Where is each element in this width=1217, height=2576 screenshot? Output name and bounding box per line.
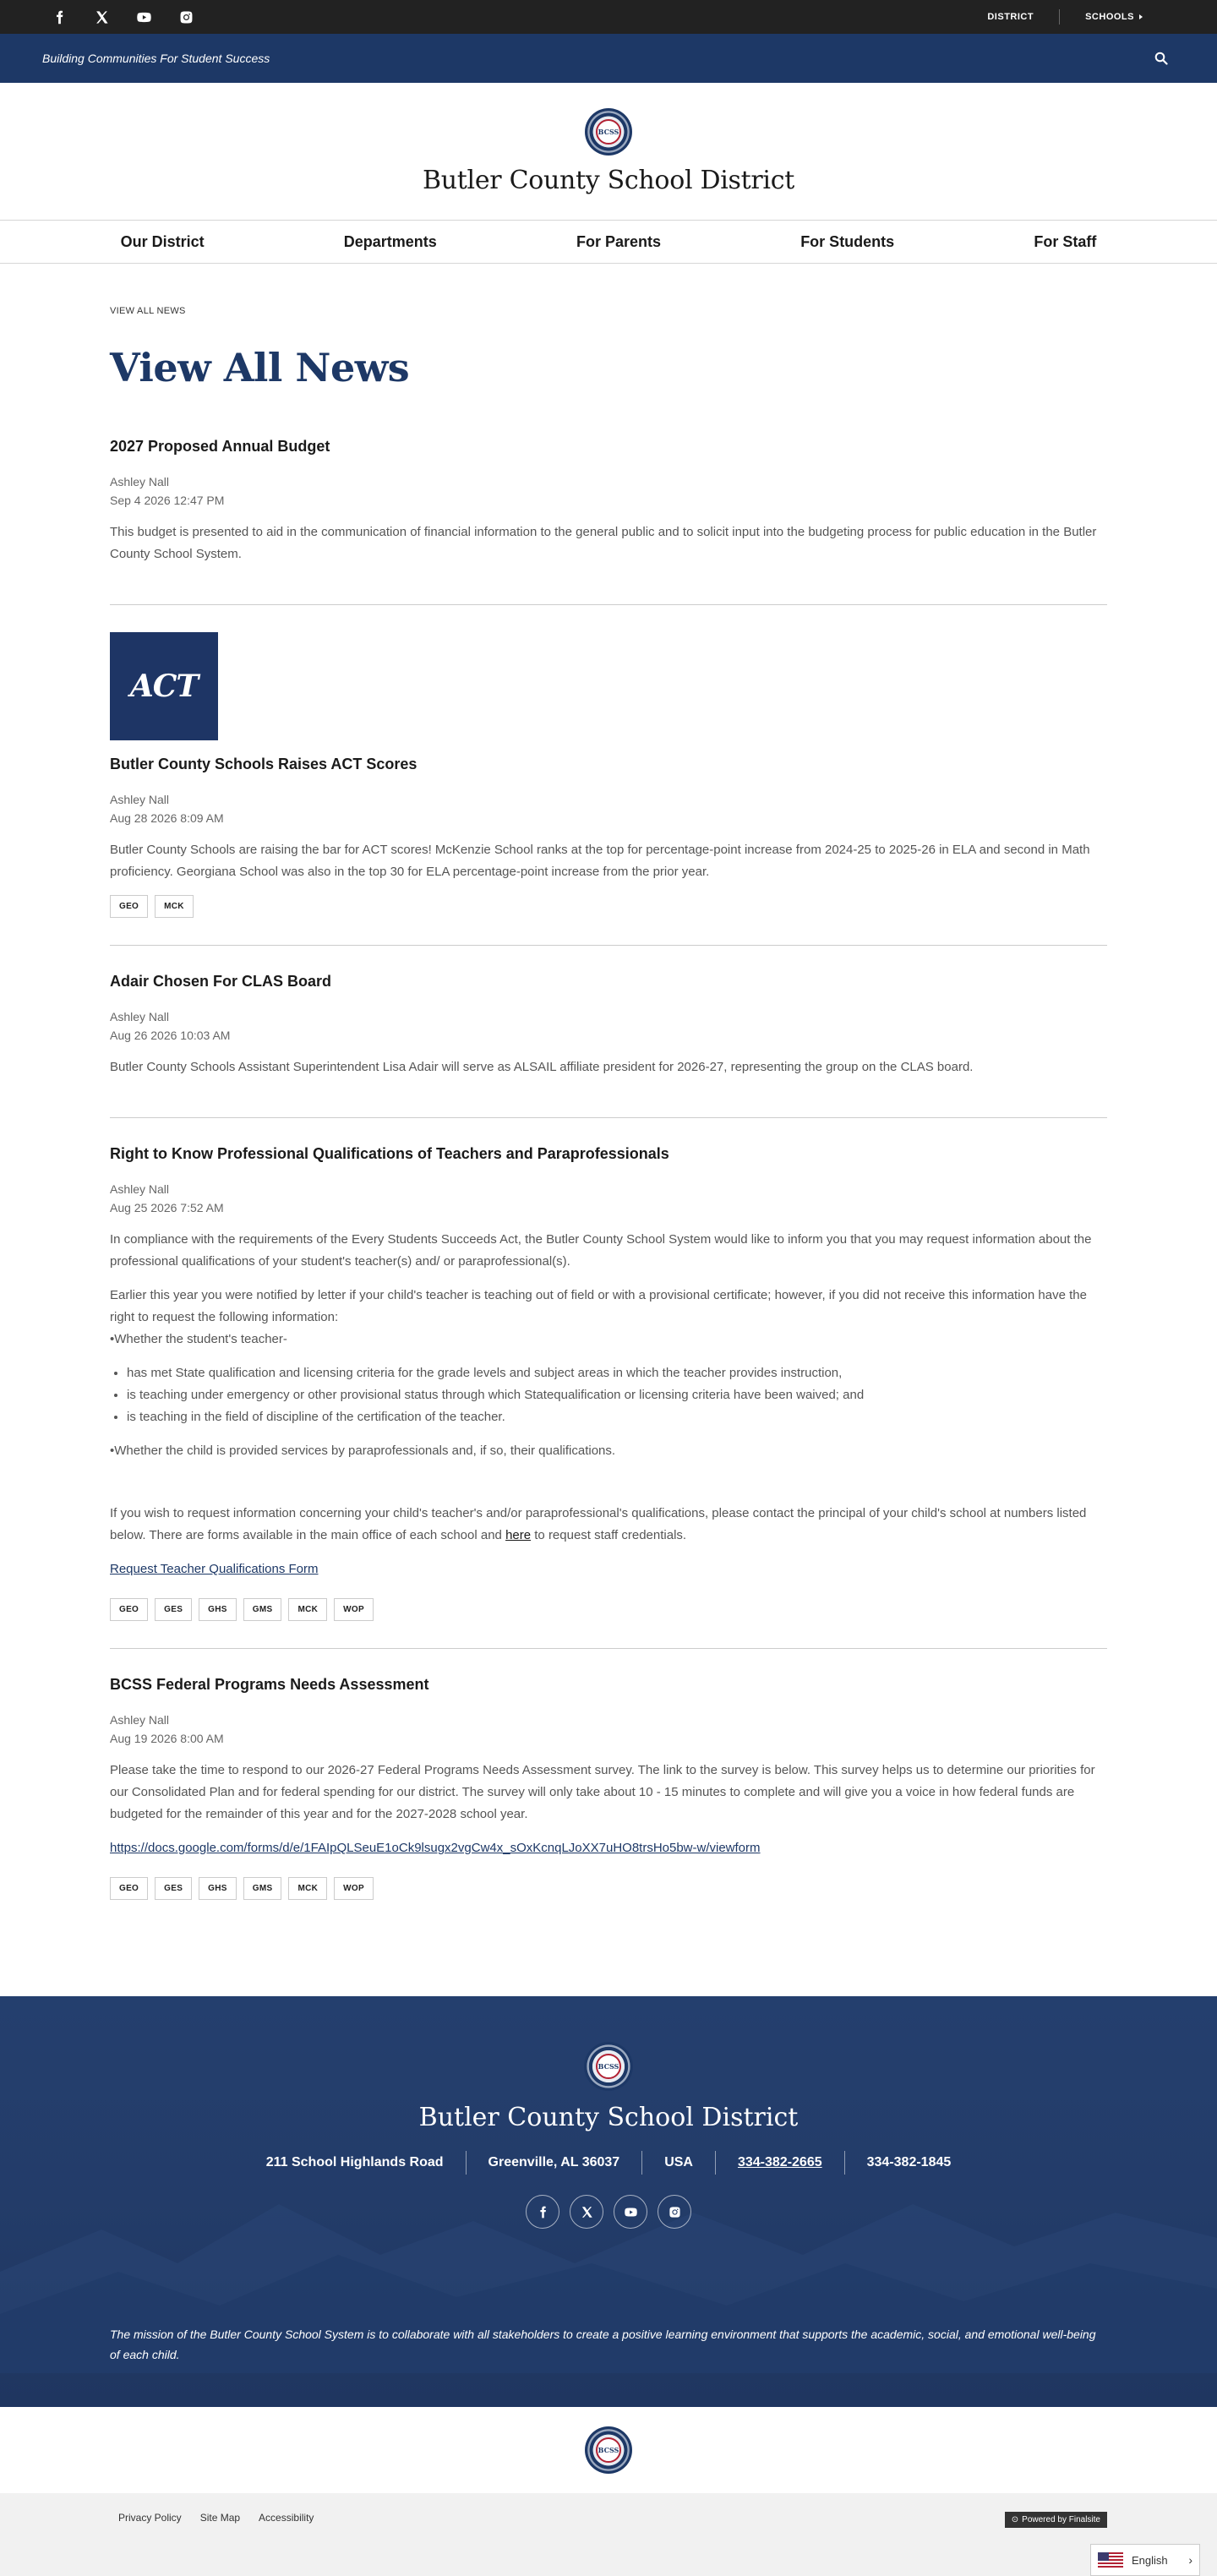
article-tags (110, 1598, 1107, 1621)
address: 211 School Highlands Road (265, 2155, 444, 2169)
main-nav (0, 220, 1217, 264)
tagline: Building Communities For Student Success (42, 52, 270, 65)
news-article (110, 632, 1107, 946)
article-meta (110, 790, 1107, 827)
finalsite-icon: ⊙ (1011, 2515, 1019, 2524)
schools-dropdown[interactable] (1060, 12, 1168, 22)
tag-ges[interactable]: GES (155, 1877, 192, 1900)
powered-by-text: Powered by Finalsite (1022, 2515, 1100, 2524)
tag-mck[interactable]: MCK (155, 895, 194, 918)
article-author: Ashley Nall (110, 1010, 170, 1023)
legal-bar (0, 2493, 1217, 2576)
article-body: This budget is presented to aid in the communication of financial information to the general public and to solicit input into the budgeting process for public education in the Butler County School System. (110, 525, 1097, 561)
seal-text: BCSS (596, 2054, 621, 2079)
phone-link[interactable]: 334-382-2665 (737, 2155, 822, 2169)
site-header (0, 83, 1217, 220)
article-author: Ashley Nall (110, 1713, 170, 1727)
news-article (110, 1145, 1107, 1649)
tag-gms[interactable]: GMS (243, 1877, 282, 1900)
paragraph: In compliance with the requirements of the Every Students Succeeds Act, the Butler County School System would like to inform you that you may request information about the professional qualifications of your student's teacher(s) and/ or paraprofessional(s). (110, 1232, 1092, 1269)
legal-links (118, 2512, 314, 2524)
nav-our-district[interactable]: Our District (120, 232, 205, 250)
search-icon[interactable] (1148, 45, 1175, 72)
article-summary (110, 839, 1107, 883)
act-logo-text: ACT (129, 669, 199, 704)
article-meta (110, 1007, 1107, 1045)
footer-social-links (526, 2195, 691, 2229)
tag-geo[interactable]: GEO (110, 1598, 148, 1621)
social-links (49, 7, 196, 27)
paragraph (110, 1285, 1107, 1351)
site-title[interactable]: Butler County School District (423, 165, 794, 195)
article-body (110, 1229, 1107, 1547)
powered-by-finalsite-badge[interactable] (1005, 2512, 1107, 2528)
schools-label: SCHOOLS (1085, 12, 1134, 22)
nav-for-staff[interactable]: For Staff (1034, 232, 1097, 250)
tag-geo[interactable]: GEO (110, 1877, 148, 1900)
survey-link[interactable]: https://docs.google.com/forms/d/e/1FAIpQLSeuE1oCk9lsugx2vgCw4x_sOxKcnqLJoXX7uHO8trsHo5bw-w/viewform (110, 1841, 761, 1855)
article-summary (110, 521, 1107, 565)
nav-for-students[interactable]: For Students (800, 232, 895, 250)
utility-bar (0, 0, 1217, 34)
tagline-bar (0, 34, 1217, 83)
x-twitter-icon[interactable] (570, 2195, 603, 2229)
site-map-link[interactable]: Site Map (199, 2512, 241, 2524)
article-date: Sep 4 2026 12:47 PM (110, 494, 225, 507)
article-date: Aug 28 2026 8:09 AM (110, 811, 224, 825)
subfooter-logo-bar (0, 2407, 1217, 2493)
youtube-icon[interactable] (614, 2195, 647, 2229)
list-item: • is teaching in the field of discipline of the certification of the teacher. (127, 1406, 1107, 1428)
instagram-icon[interactable] (658, 2195, 691, 2229)
utility-links (962, 9, 1168, 25)
us-flag-icon (1098, 2552, 1123, 2568)
article-date: Aug 26 2026 10:03 AM (110, 1029, 231, 1042)
article-body: Butler County Schools are raising the bar for ACT scores! McKenzie School ranks at the top for percentage-point increase from 2024-25 to 2025-26 in ELA and second in Math proficiency. Georgiana School was also in the top 30 for ELA percentage-point increase from the prior year. (110, 843, 1090, 879)
tag-geo[interactable]: GEO (110, 895, 148, 918)
article-title[interactable]: Right to Know Professional Qualifications of Teachers and Paraprofessionals (110, 1145, 669, 1162)
paragraph-text: to request staff credentials. (531, 1528, 687, 1542)
footer-title: Butler County School District (418, 2103, 799, 2132)
article-meta (110, 472, 1107, 510)
nav-departments[interactable]: Departments (343, 232, 437, 250)
article-tags (110, 895, 1107, 918)
main-content (110, 264, 1107, 1996)
district-seal-logo[interactable] (585, 108, 632, 156)
article-title[interactable]: 2027 Proposed Annual Budget (110, 438, 330, 455)
youtube-icon[interactable] (134, 7, 154, 27)
tag-ghs[interactable]: GHS (199, 1877, 237, 1900)
list-item: • is teaching under emergency or other provisional status through which Statequalification or licensing criteria have been waived; and (127, 1384, 1107, 1406)
footer-content (0, 1996, 1217, 2229)
tag-ghs[interactable]: GHS (199, 1598, 237, 1621)
district-link[interactable]: DISTRICT (987, 12, 1034, 22)
language-label: English (1132, 2553, 1168, 2567)
article-body: Please take the time to respond to our 2026-27 Federal Programs Needs Assessment survey. The link to the survey is below. This survey helps us to determine our priorities for our Consolidated Plan and for federal spending for our district. The survey will only take about 10 - 15 minutes to complete and will give you a voice in how federal funds are budgeted for the remainder of this year and for the 2027-2028 school year. (110, 1763, 1095, 1821)
tag-wop[interactable]: WOP (334, 1598, 374, 1621)
article-meta (110, 1180, 1107, 1217)
news-article (110, 973, 1107, 1118)
article-meta (110, 1711, 1107, 1748)
nav-for-parents[interactable]: For Parents (576, 232, 662, 250)
facebook-icon[interactable] (49, 7, 69, 27)
seal-text: BCSS (596, 119, 621, 145)
article-summary (110, 1056, 1107, 1078)
article-title[interactable]: BCSS Federal Programs Needs Assessment (110, 1676, 429, 1693)
privacy-policy-link[interactable]: Privacy Policy (118, 2512, 182, 2524)
article-author: Ashley Nall (110, 793, 170, 806)
instagram-icon[interactable] (176, 7, 196, 27)
fax-number: 334-382-1845 (866, 2155, 952, 2169)
contact-info (244, 2151, 974, 2175)
accessibility-link[interactable]: Accessibility (259, 2512, 314, 2524)
paragraph-text: If you wish to request information concerning your child's teacher's and/or paraprofessional's qualifications, please contact the principal of your child's school at numbers listed below. There are forms available in the main office of each school and (110, 1506, 1087, 1542)
paragraph-text: •Whether the student's teacher- (110, 1332, 287, 1346)
mission-statement: The mission of the Butler County School System is to collaborate with all stakeholders to create a positive learning environment that supports the academic, social, and emotional well-being of each child. (110, 2328, 1096, 2361)
breadcrumb[interactable]: VIEW ALL NEWS (110, 306, 186, 316)
tag-mck[interactable]: MCK (288, 1877, 327, 1900)
article-author: Ashley Nall (110, 475, 170, 488)
paragraph: •Whether the child is provided services by paraprofessionals and, if so, their qualifications. (110, 1444, 616, 1458)
article-title[interactable]: Butler County Schools Raises ACT Scores (110, 756, 417, 772)
chevron-right-icon: › (1188, 2553, 1192, 2567)
news-article (110, 438, 1107, 605)
article-body: Butler County Schools Assistant Superintendent Lisa Adair will serve as ALSAIL affiliate president for 2026-27, representing the group on the CLAS board. (110, 1060, 974, 1074)
article-tags (110, 1877, 1107, 1900)
seal-text: BCSS (596, 2437, 621, 2463)
facebook-icon[interactable] (526, 2195, 559, 2229)
language-selector[interactable] (1090, 2544, 1200, 2576)
page-title: View All News (110, 345, 410, 390)
x-twitter-icon[interactable] (91, 7, 112, 27)
article-author: Ashley Nall (110, 1182, 170, 1196)
country: USA (664, 2155, 693, 2169)
tag-gms[interactable]: GMS (243, 1598, 282, 1621)
article-date: Aug 19 2026 8:00 AM (110, 1732, 224, 1745)
list-item: • has met State qualification and licensing criteria for the grade levels and subject areas in which the teacher provides instruction, (127, 1362, 1107, 1384)
city-state-zip: Greenville, AL 36037 (488, 2155, 620, 2169)
site-footer (0, 1996, 1217, 2407)
footer-seal-logo[interactable] (584, 2042, 633, 2091)
article-date: Aug 25 2026 7:52 AM (110, 1201, 224, 1214)
request-form-link[interactable]: Request Teacher Qualifications Form (110, 1562, 319, 1576)
paragraph-text: Earlier this year you were notified by letter if your child's teacher is teaching out of field or with a provisional certificate; however, if you did not receive this information have the right to request the following information: (110, 1288, 1087, 1324)
article-title[interactable]: Adair Chosen For CLAS Board (110, 973, 332, 990)
tag-wop[interactable]: WOP (334, 1877, 374, 1900)
paragraph (110, 1503, 1107, 1547)
news-article (110, 1676, 1107, 1927)
bottom-seal-logo[interactable] (585, 2426, 632, 2474)
tag-mck[interactable]: MCK (288, 1598, 327, 1621)
tag-ges[interactable]: GES (155, 1598, 192, 1621)
here-link[interactable]: here (505, 1528, 532, 1542)
caret-right-icon (1139, 14, 1143, 19)
bullet-list (127, 1362, 1107, 1428)
article-summary (110, 1760, 1107, 1826)
act-logo-image[interactable] (110, 632, 218, 740)
